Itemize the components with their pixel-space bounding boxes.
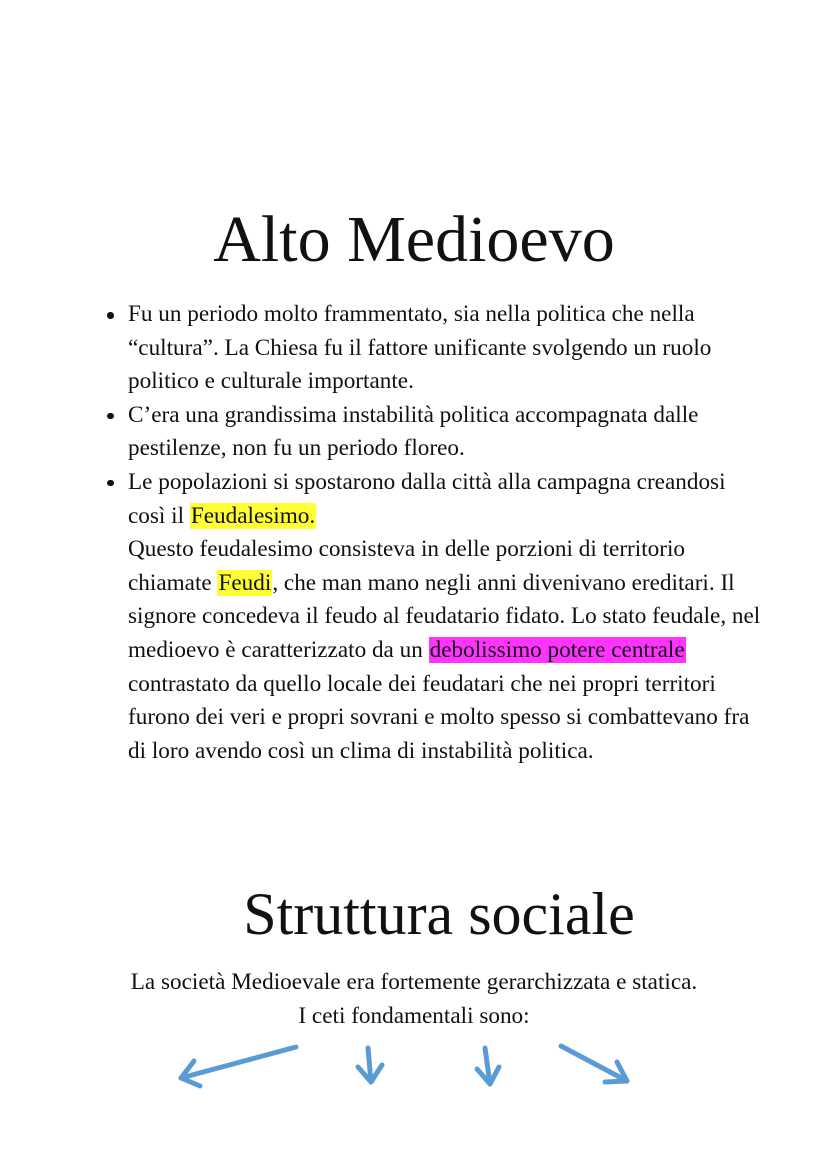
bullet-text: contrastato da quello locale dei feudatari che nei propri territori furono dei veri e propri sovrani e molto spesso si combattevano fra di loro avendo così un clima di instabilità politica. — [128, 670, 750, 764]
highlight-potere-centrale: debolissimo potere centrale — [429, 636, 685, 663]
bullet-text: Fu un periodo molto frammentato, sia nella politica che nella “cultura”. La Chiesa fu il fattore unificante svolgendo un ruolo politico e culturale importante. — [128, 301, 712, 395]
bullet-text: C’era una grandissima instabilità politica accompagnata dalle pestilenze, non fu un periodo floreo. — [128, 401, 699, 462]
bullet-text: , che man mano negli anni divenivano ereditari. Il signore concedeva il feudo al feudatario fidato. Lo stato feudale, nel medioevo è caratterizzato da un — [128, 569, 761, 663]
intro-line: La società Medioevale era fortemente gerarchizzata e statica. — [130, 969, 698, 995]
arrow-down-icon — [358, 1048, 382, 1082]
bullet-item — [128, 399, 768, 466]
intro-line: I ceti fondamentali sono: — [298, 1002, 530, 1029]
bullet-item — [128, 298, 768, 399]
highlight-feudalesimo: Feudalesimo. — [190, 502, 316, 529]
bullet-list — [128, 298, 768, 768]
page-title: Alto Medioevo — [213, 203, 615, 276]
bullet-text: Le popolazioni si spostarono dalla città alla campagna creandosi così il — [128, 468, 726, 529]
section-intro — [0, 966, 828, 1033]
arrow-down-icon — [477, 1048, 499, 1084]
arrow-left-icon — [181, 1047, 296, 1086]
section-title: Struttura sociale — [243, 881, 635, 947]
highlight-feudi: Feudi — [218, 569, 272, 596]
bullet-item — [128, 466, 768, 768]
arrows-diagram — [0, 1030, 828, 1110]
arrow-right-icon — [561, 1046, 627, 1082]
bullet-text: Questo feudalesimo consisteva in delle porzioni di territorio chiamate — [128, 536, 685, 596]
